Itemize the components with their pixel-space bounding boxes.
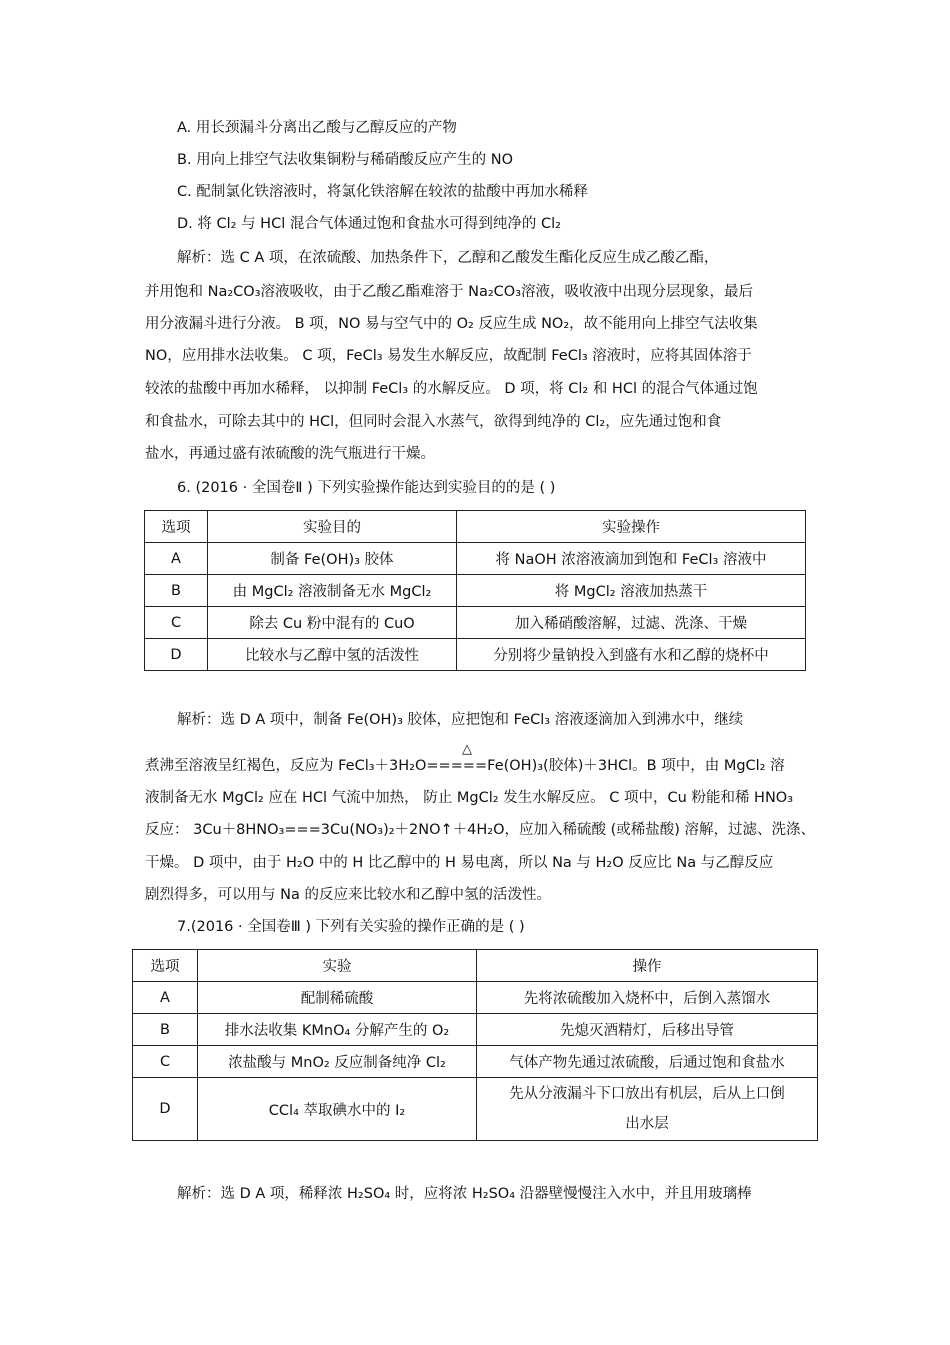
table-cell-multiline — [477, 1078, 818, 1141]
q5-analysis-line: 盐水，再通过盛有浓硫酸的洗气瓶进行干燥。 — [145, 446, 435, 462]
header-cell: 选项 — [145, 511, 208, 543]
table-cell: 分别将少量钠投入到盛有水和乙醇的烧杯中 — [457, 639, 806, 671]
q5-analysis-line: 并用饱和 Na₂CO₃溶液吸收，由于乙酸乙酯难溶于 Na₂CO₃溶液，吸收液中出现分层现象，最后 — [145, 284, 754, 300]
table-cell: D — [145, 639, 208, 671]
q6-title: 6. (2016 · 全国卷Ⅱ ) 下列实验操作能达到实验目的的是 ( ) — [177, 480, 556, 496]
q5-analysis-line: 和食盐水，可除去其中的 HCl，但同时会混入水蒸气，欲得到纯净的 Cl₂，应先通过饱和食 — [145, 414, 722, 430]
header-cell: 实验目的 — [208, 511, 457, 543]
table-cell: 除去 Cu 粉中混有的 CuO — [208, 607, 457, 639]
table-cell: 气体产物先通过浓硫酸，后通过饱和食盐水 — [477, 1046, 818, 1078]
table-header-row — [133, 950, 818, 982]
table-cell: 比较水与乙醇中氢的活泼性 — [208, 639, 457, 671]
header-cell: 实验 — [198, 950, 477, 982]
q6-analysis-line: 反应： 3Cu＋8HNO₃===3Cu(NO₃)₂＋2NO↑＋4H₂O，应加入稀硫酸 (或稀盐酸) 溶解，过滤、洗涤、 — [145, 822, 816, 838]
table-cell: 加入稀硝酸溶解，过滤、洗涤、干燥 — [457, 607, 806, 639]
table-cell: B — [133, 1014, 198, 1046]
table-cell: 由 MgCl₂ 溶液制备无水 MgCl₂ — [208, 575, 457, 607]
table-cell: D — [133, 1078, 198, 1141]
q7-analysis-line: 解析：选 D A 项，稀释浓 H₂SO₄ 时，应将浓 H₂SO₄ 沿器壁慢慢注入水中，并且用玻璃棒 — [177, 1186, 752, 1202]
table-cell: 浓盐酸与 MnO₂ 反应制备纯净 Cl₂ — [198, 1046, 477, 1078]
heat-triangle-icon: △ — [462, 742, 472, 757]
table-cell: C — [133, 1046, 198, 1078]
q6-analysis-line: 剧烈得多，可以用与 Na 的反应来比较水和乙醇中氢的活泼性。 — [145, 887, 551, 903]
q5-analysis-line: 用分液漏斗进行分液。 B 项，NO 易与空气中的 O₂ 反应生成 NO₂，故不能用向上排空气法收集 — [145, 316, 758, 332]
table-cell: 先将浓硫酸加入烧杯中，后倒入蒸馏水 — [477, 982, 818, 1014]
q5-option-d: D. 将 Cl₂ 与 HCl 混合气体通过饱和食盐水可得到纯净的 Cl₂ — [177, 216, 561, 232]
q5-analysis-line: 解析：选 C A 项，在浓硫酸、加热条件下，乙醇和乙酸发生酯化反应生成乙酸乙酯， — [177, 250, 719, 266]
table-row — [133, 982, 818, 1014]
q7-table — [132, 949, 818, 1141]
q5-option-b: B. 用向上排空气法收集铜粉与稀硝酸反应产生的 NO — [177, 152, 514, 168]
table-cell: 将 NaOH 浓溶液滴加到饱和 FeCl₃ 溶液中 — [457, 543, 806, 575]
cell-line: 先从分液漏斗下口放出有机层，后从上口倒 — [509, 1086, 785, 1102]
table-cell: A — [133, 982, 198, 1014]
table-header-row — [145, 511, 806, 543]
q6-analysis-line: 干燥。 D 项中，由于 H₂O 中的 H 比乙醇中的 H 易电离，所以 Na 与 H₂O 反应比 Na 与乙醇反应 — [145, 855, 774, 871]
header-cell: 操作 — [477, 950, 818, 982]
header-cell: 实验操作 — [457, 511, 806, 543]
table-row — [145, 543, 806, 575]
table-cell: A — [145, 543, 208, 575]
table-row — [145, 639, 806, 671]
cell-line: 出水层 — [625, 1116, 669, 1132]
table-cell: 配制稀硫酸 — [198, 982, 477, 1014]
q6-analysis-line: 解析：选 D A 项中，制备 Fe(OH)₃ 胶体，应把饱和 FeCl₃ 溶液逐滴加入到沸水中，继续 — [177, 712, 744, 728]
table-row — [133, 1046, 818, 1078]
table-row — [145, 607, 806, 639]
table-cell: 排水法收集 KMnO₄ 分解产生的 O₂ — [198, 1014, 477, 1046]
table-cell: B — [145, 575, 208, 607]
table-row — [133, 1014, 818, 1046]
q5-option-a: A. 用长颈漏斗分离出乙酸与乙醇反应的产物 — [177, 120, 457, 136]
header-cell: 选项 — [133, 950, 198, 982]
table-cell: C — [145, 607, 208, 639]
table-cell: 先熄灭酒精灯，后移出导管 — [477, 1014, 818, 1046]
table-row — [145, 575, 806, 607]
table-cell: CCl₄ 萃取碘水中的 I₂ — [198, 1078, 477, 1141]
q6-analysis-line: 煮沸至溶液呈红褐色，反应为 FeCl₃＋3H₂O=====Fe(OH)₃(胶体)＋3HCl。B 项中，由 MgCl₂ 溶 — [145, 758, 785, 774]
table-row — [133, 1078, 818, 1141]
q5-option-c: C. 配制氯化铁溶液时，将氯化铁溶解在较浓的盐酸中再加水稀释 — [177, 184, 588, 200]
q7-title: 7.(2016 · 全国卷Ⅲ ) 下列有关实验的操作正确的是 ( ) — [177, 919, 525, 935]
table-cell: 将 MgCl₂ 溶液加热蒸干 — [457, 575, 806, 607]
q6-table — [144, 510, 806, 671]
table-cell: 制备 Fe(OH)₃ 胶体 — [208, 543, 457, 575]
q6-analysis-line: 液制备无水 MgCl₂ 应在 HCl 气流中加热， 防止 MgCl₂ 发生水解反应。 C 项中，Cu 粉能和稀 HNO₃ — [145, 790, 794, 806]
q5-analysis-line: 较浓的盐酸中再加水稀释， 以抑制 FeCl₃ 的水解反应。 D 项，将 Cl₂ 和 HCl 的混合气体通过饱 — [145, 381, 758, 397]
q5-analysis-line: NO，应用排水法收集。 C 项，FeCl₃ 易发生水解反应，故配制 FeCl₃ 溶液时，应将其固体溶于 — [145, 348, 752, 364]
